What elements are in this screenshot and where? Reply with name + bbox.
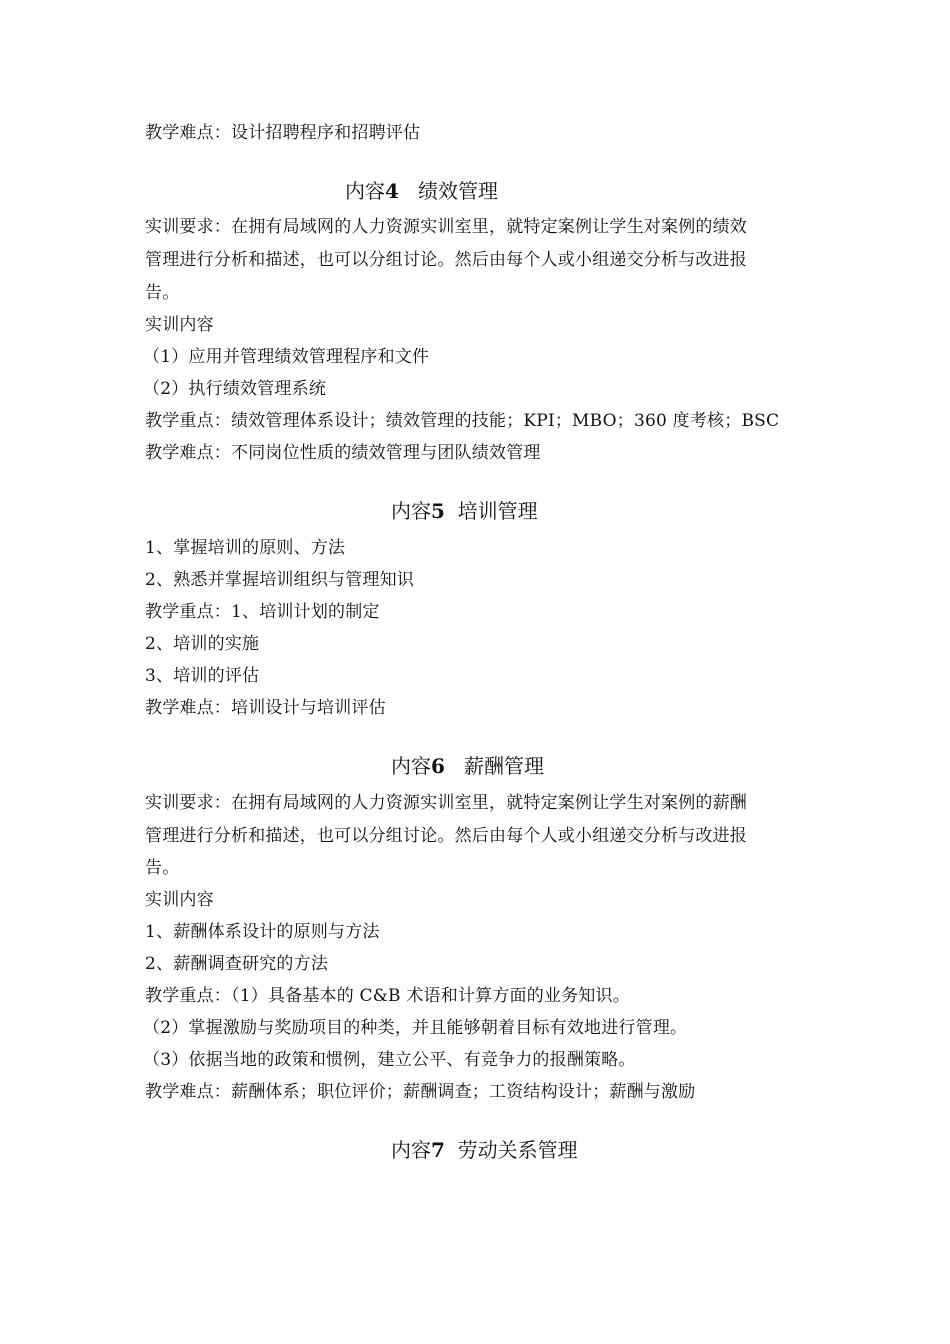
teaching-focus-compensation: 教学重点：（1）具备基本的 C&B 术语和计算方面的业务知识。 <box>145 986 630 1006</box>
training-content-label: 实训内容 <box>145 315 214 335</box>
teaching-difficulty-compensation: 教学难点：薪酬体系；职位评价；薪酬调查；工资结构设计；薪酬与激励 <box>145 1082 696 1102</box>
compensation-content-label: 实训内容 <box>145 890 214 910</box>
teaching-difficulty-recruitment: 教学难点：设计招聘程序和招聘评估 <box>145 123 421 143</box>
heading-number: 6 <box>431 754 445 778</box>
training-content-item-1: （1）应用并管理绩效管理程序和文件 <box>143 347 430 367</box>
training-requirement-line-1: 实训要求：在拥有局域网的人力资源实训室里，就特定案例让学生对案例的绩效 <box>145 217 747 237</box>
training-requirement-line-2: 管理进行分析和描述，也可以分组讨论。然后由每个人或小组递交分析与改进报 <box>145 250 747 270</box>
heading-number: 4 <box>385 179 399 203</box>
compensation-focus-item-3: （3）依据当地的政策和惯例，建立公平、有竞争力的报酬策略。 <box>143 1050 636 1070</box>
section-heading-4 <box>0 178 950 204</box>
section-heading-7 <box>0 1137 950 1163</box>
teaching-focus-training: 教学重点：1、培训计划的制定 <box>145 602 380 622</box>
compensation-focus-item-2: （2）掌握激励与奖励项目的种类，并且能够朝着目标有效地进行管理。 <box>143 1018 688 1038</box>
training-item-1: 1、掌握培训的原则、方法 <box>145 538 346 558</box>
heading-title: 绩效管理 <box>418 179 498 203</box>
section-heading-6 <box>0 753 950 779</box>
heading-prefix: 内容 <box>391 754 431 778</box>
heading-title: 培训管理 <box>457 499 538 523</box>
heading-number: 7 <box>431 1138 445 1162</box>
heading-number: 5 <box>431 499 445 523</box>
training-focus-item-3: 3、培训的评估 <box>145 666 260 686</box>
training-requirement-line-3: 告。 <box>145 283 180 303</box>
section-heading-5 <box>0 498 950 524</box>
heading-title: 薪酬管理 <box>464 754 544 778</box>
compensation-requirement-line-2: 管理进行分析和描述，也可以分组讨论。然后由每个人或小组递交分析与改进报 <box>145 826 747 846</box>
training-focus-item-2: 2、培训的实施 <box>145 634 260 654</box>
heading-prefix: 内容 <box>391 499 431 523</box>
training-content-item-2: （2）执行绩效管理系统 <box>143 379 327 399</box>
training-item-2: 2、熟悉并掌握培训组织与管理知识 <box>145 570 415 590</box>
teaching-difficulty-training: 教学难点：培训设计与培训评估 <box>145 698 386 718</box>
heading-prefix: 内容 <box>345 179 385 203</box>
compensation-requirement-line-1: 实训要求：在拥有局域网的人力资源实训室里，就特定案例让学生对案例的薪酬 <box>145 793 747 813</box>
heading-title: 劳动关系管理 <box>457 1138 578 1162</box>
compensation-content-item-1: 1、薪酬体系设计的原则与方法 <box>145 922 380 942</box>
teaching-focus-performance: 教学重点：绩效管理体系设计；绩效管理的技能；KPI；MBO；360 度考核；BSC <box>145 411 780 431</box>
teaching-difficulty-performance: 教学难点：不同岗位性质的绩效管理与团队绩效管理 <box>145 443 541 463</box>
heading-prefix: 内容 <box>391 1138 431 1162</box>
compensation-requirement-line-3: 告。 <box>145 858 180 878</box>
compensation-content-item-2: 2、薪酬调查研究的方法 <box>145 954 329 974</box>
